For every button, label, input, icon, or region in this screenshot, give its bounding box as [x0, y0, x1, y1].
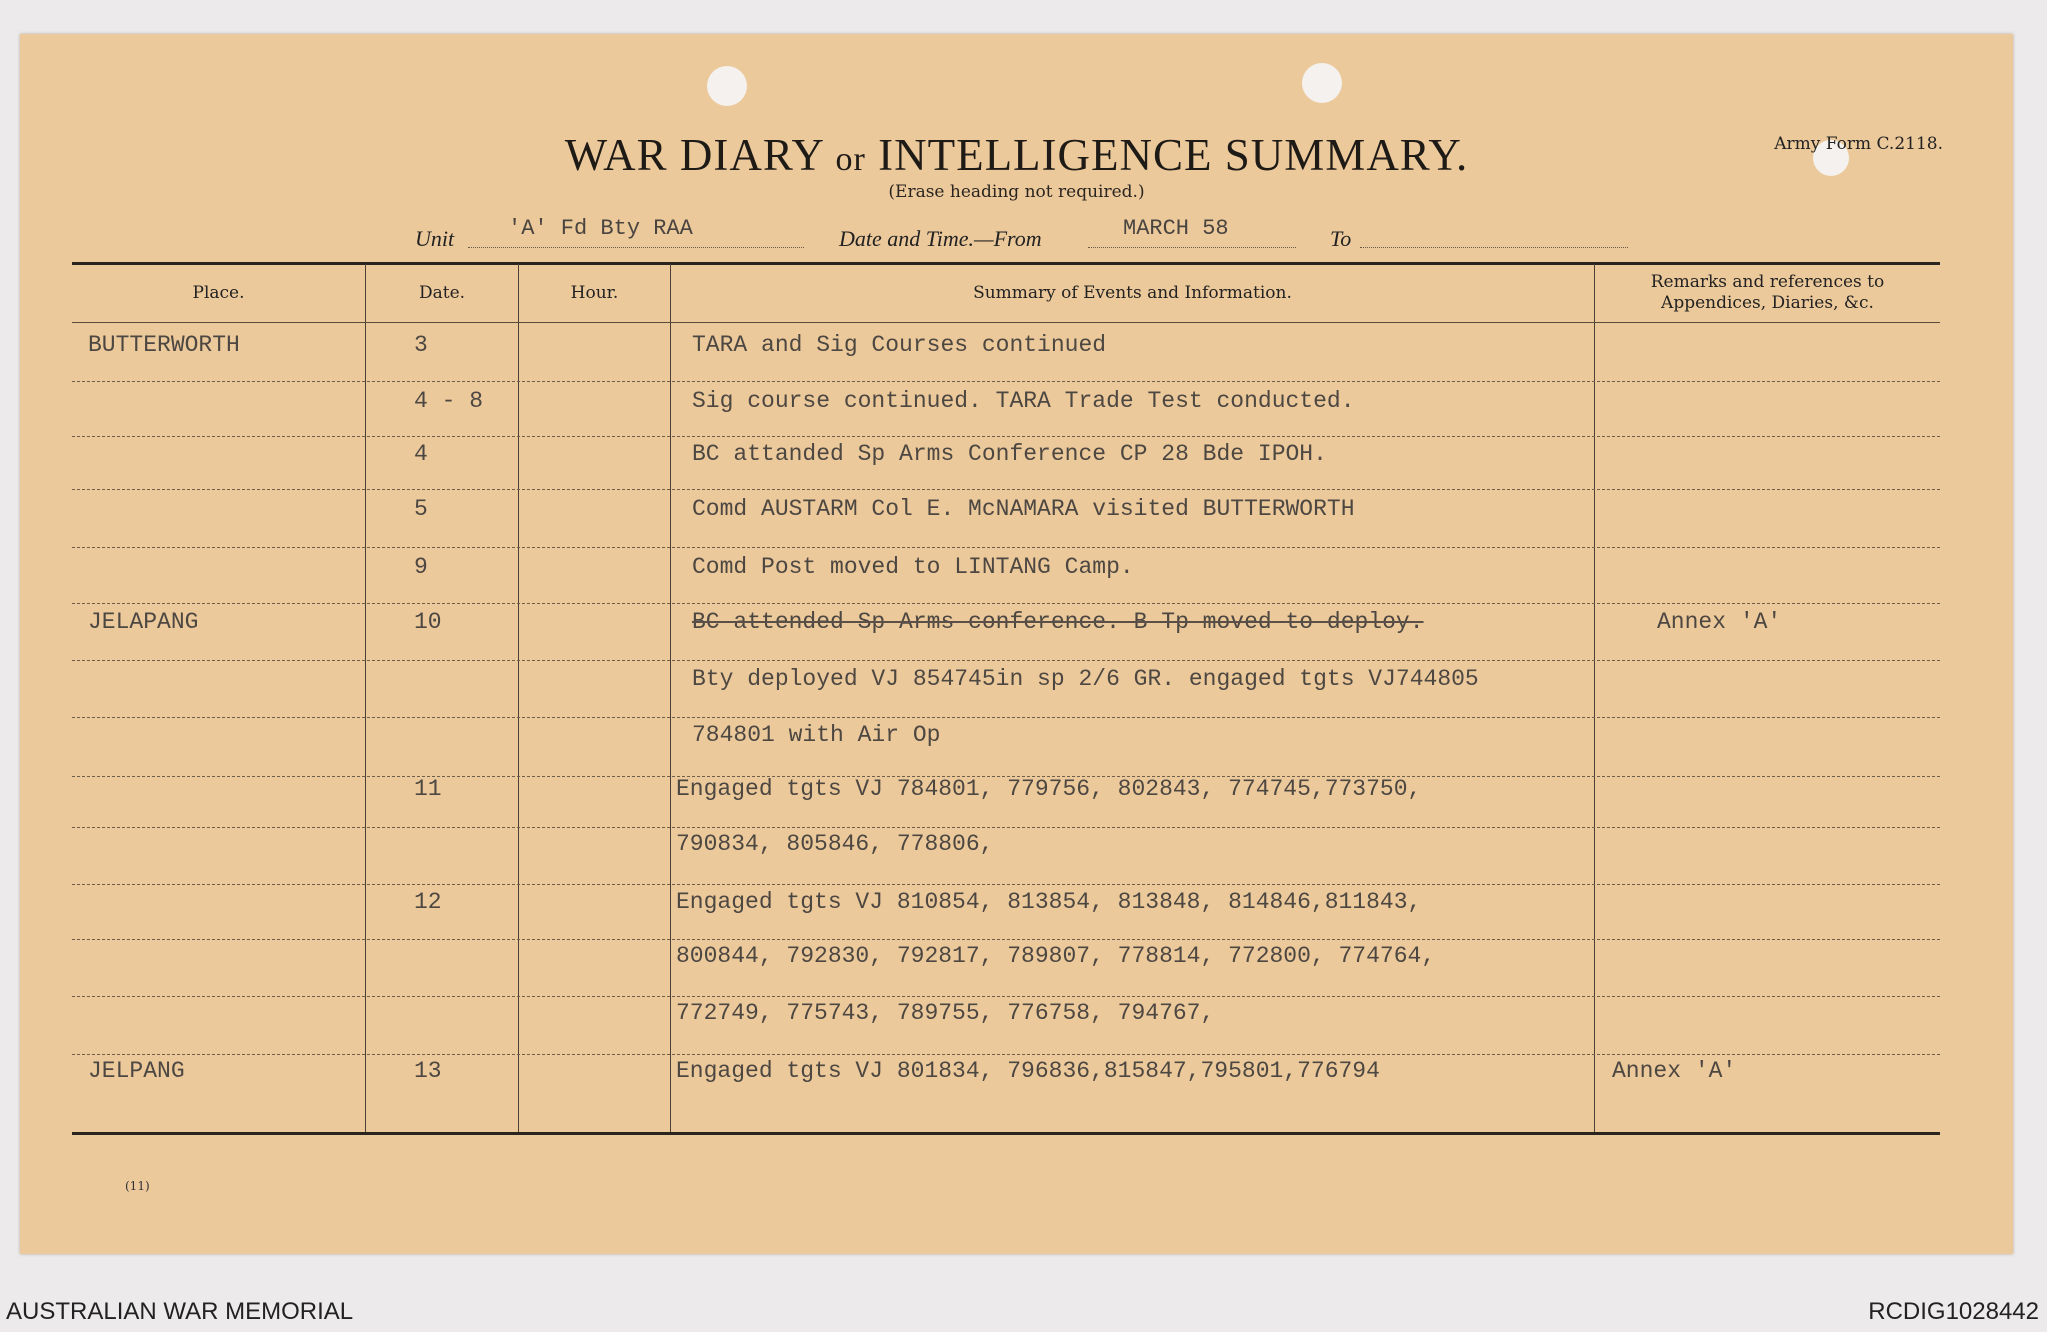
row-divider: [72, 776, 1940, 777]
row-divider: [72, 939, 1940, 940]
table-bottom-rule: [72, 1132, 1940, 1135]
row-remarks: Annex 'A': [1612, 1058, 1737, 1084]
date-value: MARCH 58: [1123, 216, 1229, 241]
row-summary: Engaged tgts VJ 784801, 779756, 802843, 774745,773750,: [676, 776, 1422, 802]
date-time-label: Date and Time.—From: [839, 226, 1042, 251]
column-divider: [1594, 264, 1595, 1132]
column-divider: [365, 264, 366, 1132]
unit-label: Unit: [415, 226, 455, 251]
row-summary: 790834, 805846, 778806,: [676, 831, 994, 857]
row-summary: Engaged tgts VJ 801834, 796836,815847,795801,776794: [676, 1058, 1380, 1084]
row-summary: Comd AUSTARM Col E. McNAMARA visited BUTTERWORTH: [692, 496, 1355, 522]
row-date: 12: [414, 889, 442, 915]
row-summary: 800844, 792830, 792817, 789807, 778814, 772800, 774764,: [676, 943, 1436, 969]
row-summary: TARA and Sig Courses continued: [692, 332, 1107, 358]
row-divider: [72, 884, 1940, 885]
row-summary: Engaged tgts VJ 810854, 813854, 813848, 814846,811843,: [676, 889, 1422, 915]
credit-right: RCDIG1028442: [1868, 1298, 2039, 1325]
column-divider: [670, 264, 671, 1132]
row-summary: Sig course continued. TARA Trade Test conducted.: [692, 388, 1355, 414]
row-divider: [72, 827, 1940, 828]
row-date: 3: [414, 332, 428, 358]
title-war-diary: WAR DIARY: [564, 130, 824, 180]
row-date: 9: [414, 554, 428, 580]
row-place: JELPANG: [88, 1058, 185, 1084]
row-date: 13: [414, 1058, 442, 1084]
row-place: JELAPANG: [88, 609, 199, 635]
row-summary: 772749, 775743, 789755, 776758, 794767,: [676, 1000, 1215, 1026]
row-divider: [72, 1054, 1940, 1055]
punch-hole: [707, 66, 747, 106]
row-summary: Comd Post moved to LINTANG Camp.: [692, 554, 1134, 580]
row-date: 4 - 8: [414, 388, 484, 414]
row-place: BUTTERWORTH: [88, 332, 240, 358]
column-header-place: Place.: [192, 282, 245, 303]
row-date: 4: [414, 441, 428, 467]
row-date: 10: [414, 609, 442, 635]
unit-value: 'A' Fd Bty RAA: [508, 216, 693, 241]
title-intelligence-summary: INTELLIGENCE SUMMARY.: [878, 130, 1469, 180]
row-summary: 784801 with Air Op: [692, 722, 941, 748]
punch-hole: [1302, 63, 1342, 103]
row-divider: [72, 660, 1940, 661]
row-summary: Bty deployed VJ 854745in sp 2/6 GR. engaged tgts VJ744805: [692, 666, 1479, 692]
row-remarks: Annex 'A': [1657, 609, 1782, 635]
row-divider: [72, 489, 1940, 490]
diary-table: [72, 236, 1940, 1125]
column-header-hour: Hour.: [570, 282, 619, 303]
column-header-date: Date.: [418, 282, 466, 303]
row-divider: [72, 996, 1940, 997]
column-header-remarks: Remarks and references to Appendices, Diaries, &c.: [1650, 272, 1885, 313]
row-summary: BC attanded Sp Arms Conference CP 28 Bde IPOH.: [692, 441, 1327, 467]
row-divider: [72, 547, 1940, 548]
title-or: or: [835, 141, 866, 178]
form-number: (11): [125, 1179, 150, 1193]
row-divider: [72, 603, 1940, 604]
column-divider: [518, 264, 519, 1132]
row-divider: [72, 381, 1940, 382]
page-title: [20, 129, 2013, 181]
page-subtitle: (Erase heading not required.): [888, 182, 1145, 202]
row-date: 5: [414, 496, 428, 522]
row-divider: [72, 717, 1940, 718]
column-header-summary: Summary of Events and Information.: [973, 282, 1292, 303]
army-form-id: Army Form C.2118.: [1774, 134, 1943, 154]
row-divider: [72, 436, 1940, 437]
to-label: To: [1330, 226, 1352, 251]
row-summary: BC attended Sp Arms conference. B Tp moved to deploy.: [692, 609, 1424, 635]
row-date: 11: [414, 776, 442, 802]
header-rule: [72, 322, 1940, 323]
credit-left: AUSTRALIAN WAR MEMORIAL: [6, 1298, 354, 1325]
